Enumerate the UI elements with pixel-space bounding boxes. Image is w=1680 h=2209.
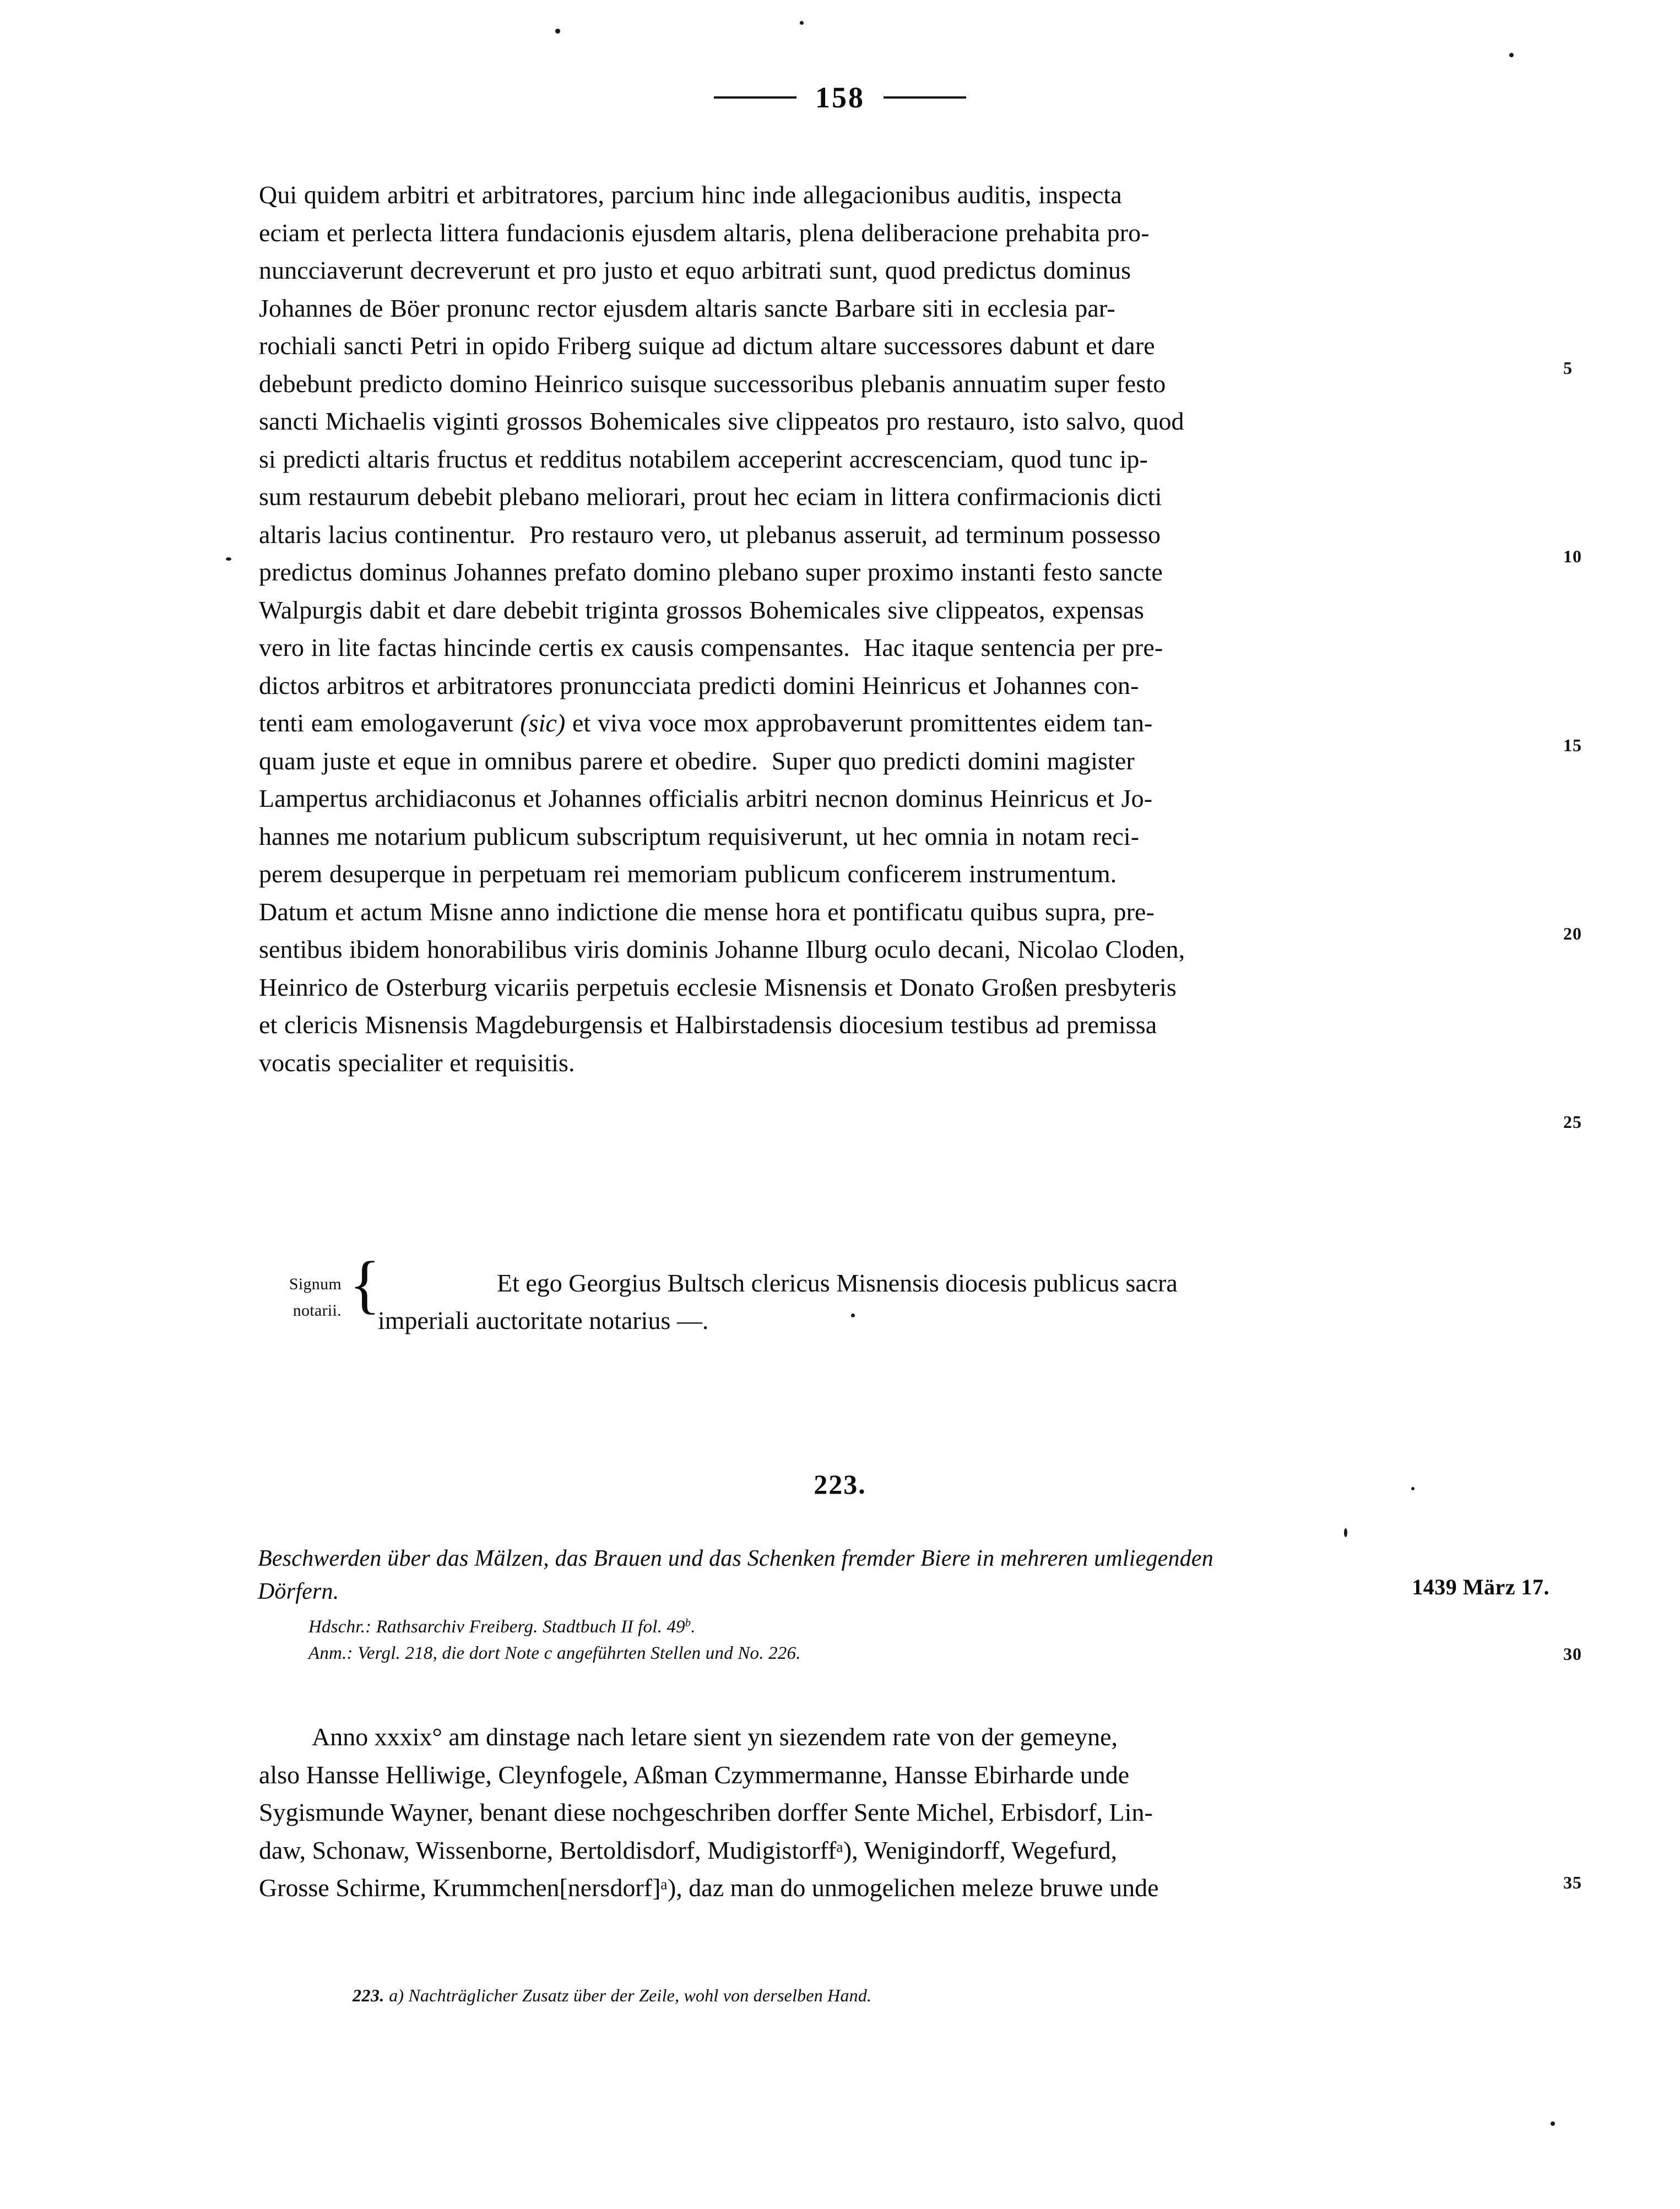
line-number: 10 bbox=[1563, 546, 1582, 566]
text-line: debebunt predicto domino Heinrico suisque successoribus plebanis annuatim super festo bbox=[259, 369, 1166, 398]
text-line: Lampertus archidiaconus et Johannes officialis arbitri necnon dominus Heinricus et Jo- bbox=[259, 784, 1153, 812]
text-line: hannes me notarium publicum subscriptum requisiverunt, ut hec omnia in notam reci- bbox=[259, 822, 1140, 850]
text-line: eciam et perlecta littera fundacionis ejusdem altaris, plena deliberacione prehabita pro- bbox=[259, 218, 1150, 247]
signum-label-line2: notarii. bbox=[292, 1301, 342, 1320]
regest-line-2: Dörfern. bbox=[258, 1579, 339, 1604]
text-line: sum restaurum debebit plebano meliorari, prout hec eciam in littera confirmacionis dicti bbox=[259, 482, 1162, 511]
scan-speckle bbox=[1509, 53, 1514, 57]
source-manuscript-label: Hdschr.: bbox=[308, 1617, 372, 1637]
text-line: Grosse Schirme, Krummchen[nersdorf]ᵃ), daz man do unmogelichen meleze bruwe unde bbox=[259, 1874, 1159, 1902]
text-line: Johannes de Böer pronunc rector ejusdem altaris sancte Barbare siti in ecclesia par- bbox=[259, 294, 1115, 322]
text-line-sic-inner: tenti eam emologaverunt (sic) et viva voce mox approbaverunt promittentes eidem tan- bbox=[259, 709, 1153, 737]
text-line: also Hansse Helliwige, Cleynfogele, Aßman Czymmermanne, Hansse Ebirharde unde bbox=[259, 1760, 1130, 1789]
scan-speckle bbox=[555, 29, 560, 34]
text-line: daw, Schonaw, Wissenborne, Bertoldisdorf, Mudigistorffᵃ), Wenigindorff, Wegefurd, bbox=[259, 1836, 1118, 1864]
signum-label-line1: Signum bbox=[289, 1275, 342, 1293]
source-annotation-text: Vergl. 218, die dort Note c angeführten Stellen und No. 226. bbox=[357, 1643, 801, 1663]
text-line: perem desuperque in perpetuam rei memoriam publicum conficerem instrumentum. bbox=[259, 860, 1117, 888]
line-number: 35 bbox=[1563, 1873, 1582, 1892]
text-line: Heinrico de Osterburg vicariis perpetuis ecclesie Misnensis et Donato Großen presbyteris bbox=[259, 973, 1177, 1001]
regest-line-1: Beschwerden über das Mälzen, das Brauen und das Schenken fremder Biere in mehreren umliegenden bbox=[258, 1546, 1213, 1571]
text-line: Walpurgis dabit et dare debebit triginta grossos Bohemicales sive clippeatos, expensas bbox=[259, 595, 1145, 624]
scan-speckle bbox=[1411, 1487, 1415, 1490]
scan-speckle bbox=[1344, 1528, 1347, 1537]
footnote-text: Nachträglicher Zusatz über der Zeile, wohl von derselben Hand. bbox=[408, 1985, 872, 2005]
text-line: altaris lacius continentur. Pro restauro vero, ut plebanus asseruit, ad terminum possesso bbox=[259, 520, 1161, 549]
page-number: 158 bbox=[815, 81, 865, 114]
source-manuscript-sup: b bbox=[685, 1616, 691, 1629]
text-line: vero in lite factas hincinde certis ex causis compensantes. Hac itaque sentencia per pre- bbox=[259, 633, 1163, 661]
line-number: 30 bbox=[1563, 1644, 1582, 1664]
text-line: quam juste et eque in omnibus parere et obedire. Super quo predicti domini magister bbox=[259, 746, 1135, 775]
text-line: vocatis specialiter et requisitis. bbox=[259, 1048, 575, 1077]
footnote-marker: a) bbox=[389, 1985, 404, 2005]
text-line: sentibus ibidem honorabilibus viris dominis Johanne Ilburg oculo decani, Nicolao Cloden, bbox=[259, 935, 1185, 963]
text-line: si predicti altaris fructus et redditus notabilem acceperint accrescenciam, quod tunc ip- bbox=[259, 444, 1148, 473]
line-number: 20 bbox=[1563, 924, 1582, 943]
scan-speckle bbox=[1551, 2121, 1555, 2126]
text-line: predictus dominus Johannes prefato domino plebano super proximo instanti festo sancte bbox=[259, 558, 1163, 586]
line-number: 25 bbox=[1563, 1112, 1582, 1132]
source-manuscript-text: Rathsarchiv Freiberg. Stadtbuch II fol. 49 bbox=[376, 1617, 685, 1637]
text-line: Sygismunde Wayner, benant diese nochgeschriben dorffer Sente Michel, Erbisdorf, Lin- bbox=[259, 1798, 1153, 1826]
charter-date: 1439 März 17. bbox=[1412, 1575, 1549, 1599]
text-line: Datum et actum Misne anno indictione die mense hora et pontificatu quibus supra, pre- bbox=[259, 897, 1155, 926]
scan-speckle bbox=[226, 557, 231, 561]
text-line: rochiali sancti Petri in opido Friberg suique ad dictum altare successores dabunt et dare bbox=[259, 332, 1155, 360]
line-number: 5 bbox=[1563, 358, 1573, 378]
text-line: dictos arbitros et arbitratores pronuncciata predicti domini Heinricus et Johannes con- bbox=[259, 671, 1139, 699]
brace-glyph: { bbox=[349, 1248, 381, 1320]
signum-text-line2: imperiali auctoritate notarius —. bbox=[378, 1306, 709, 1334]
signum-text-line1: Et ego Georgius Bultsch clericus Misnensis diocesis publicus sacra bbox=[497, 1269, 1178, 1297]
text-line-content: Anno xxxix° am dinstage nach letare sient yn siezendem rate von der gemeyne, bbox=[312, 1723, 1118, 1751]
sic-marker: (sic) bbox=[520, 709, 566, 737]
source-manuscript-end: . bbox=[691, 1617, 696, 1637]
section-number: 223. bbox=[814, 1469, 866, 1500]
scan-speckle bbox=[851, 1314, 855, 1317]
text-line: sancti Michaelis viginti grossos Bohemicales sive clippeatos pro restauro, isto salvo, quod bbox=[259, 407, 1184, 435]
line-number: 15 bbox=[1563, 735, 1582, 755]
text-line: et clericis Misnensis Magdeburgensis et Halbirstadensis diocesium testibus ad premissa bbox=[259, 1011, 1157, 1039]
source-annotation-label: Anm.: bbox=[308, 1643, 353, 1663]
text-line: Qui quidem arbitri et arbitratores, parcium hinc inde allegacionibus auditis, inspecta bbox=[259, 181, 1122, 209]
text-line: nuncciaverunt decreverunt et pro justo et equo arbitrati sunt, quod predictus dominus bbox=[259, 256, 1131, 284]
scan-speckle bbox=[800, 21, 804, 25]
footnote-number: 223. bbox=[353, 1985, 384, 2005]
